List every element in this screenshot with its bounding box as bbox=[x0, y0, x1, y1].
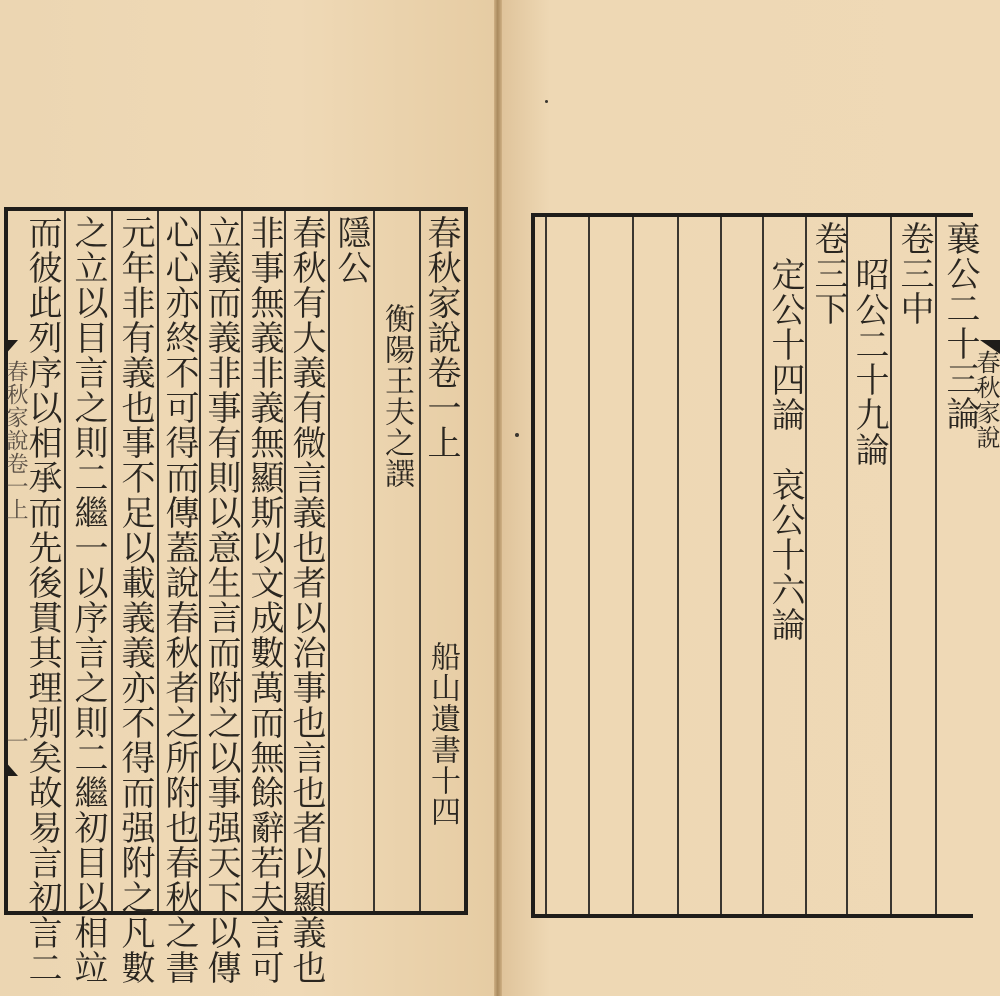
text-line: 之立以目言之則二繼一以序言之則二繼初目以相竝 bbox=[68, 215, 108, 985]
collection-title: 船山遺書十四 bbox=[425, 641, 460, 827]
text-line: 春秋有大義有微言義也者以治事也言也者以顯義也 bbox=[286, 215, 326, 985]
page-number: 一 bbox=[3, 730, 28, 753]
ink-spot bbox=[545, 100, 548, 103]
text-line: 非事無義非義無顯斯以文成數萬而無餘辭若夫言可 bbox=[244, 215, 284, 985]
margin-label-left: 春秋家說卷一上 bbox=[3, 360, 28, 521]
chapter-heading: 隱公 bbox=[331, 215, 371, 285]
margin-label-right: 春秋家說 bbox=[972, 350, 1000, 450]
left-page-frame bbox=[4, 207, 468, 985]
volume-title: 春秋家說卷一上 bbox=[421, 215, 461, 460]
ink-spot bbox=[515, 433, 519, 437]
right-page-frame bbox=[531, 213, 980, 918]
toc-line: 昭公二十九論 bbox=[849, 257, 889, 467]
toc-line: 卷三下 bbox=[808, 221, 848, 326]
book-gutter bbox=[494, 0, 502, 996]
author-line: 衡陽王夫之譔 bbox=[379, 303, 414, 489]
text-line: 而彼此列序以相承而先後貫其理別矣故易言初言二 bbox=[22, 215, 62, 985]
text-line: 元年非有義也事不足以載義義亦不得而强附之凡數 bbox=[115, 215, 155, 985]
text-line: 心心亦終不可得而傳蓋說春秋者之所附也春秋之書 bbox=[159, 215, 199, 985]
text-line: 立義而義非事有則以意生言而附之以事强天下以傳 bbox=[201, 215, 241, 985]
toc-line: 卷三中 bbox=[894, 221, 934, 326]
toc-line: 襄公二十三論 bbox=[940, 221, 980, 431]
toc-line: 定公十四論 哀公十六論 bbox=[765, 257, 805, 642]
